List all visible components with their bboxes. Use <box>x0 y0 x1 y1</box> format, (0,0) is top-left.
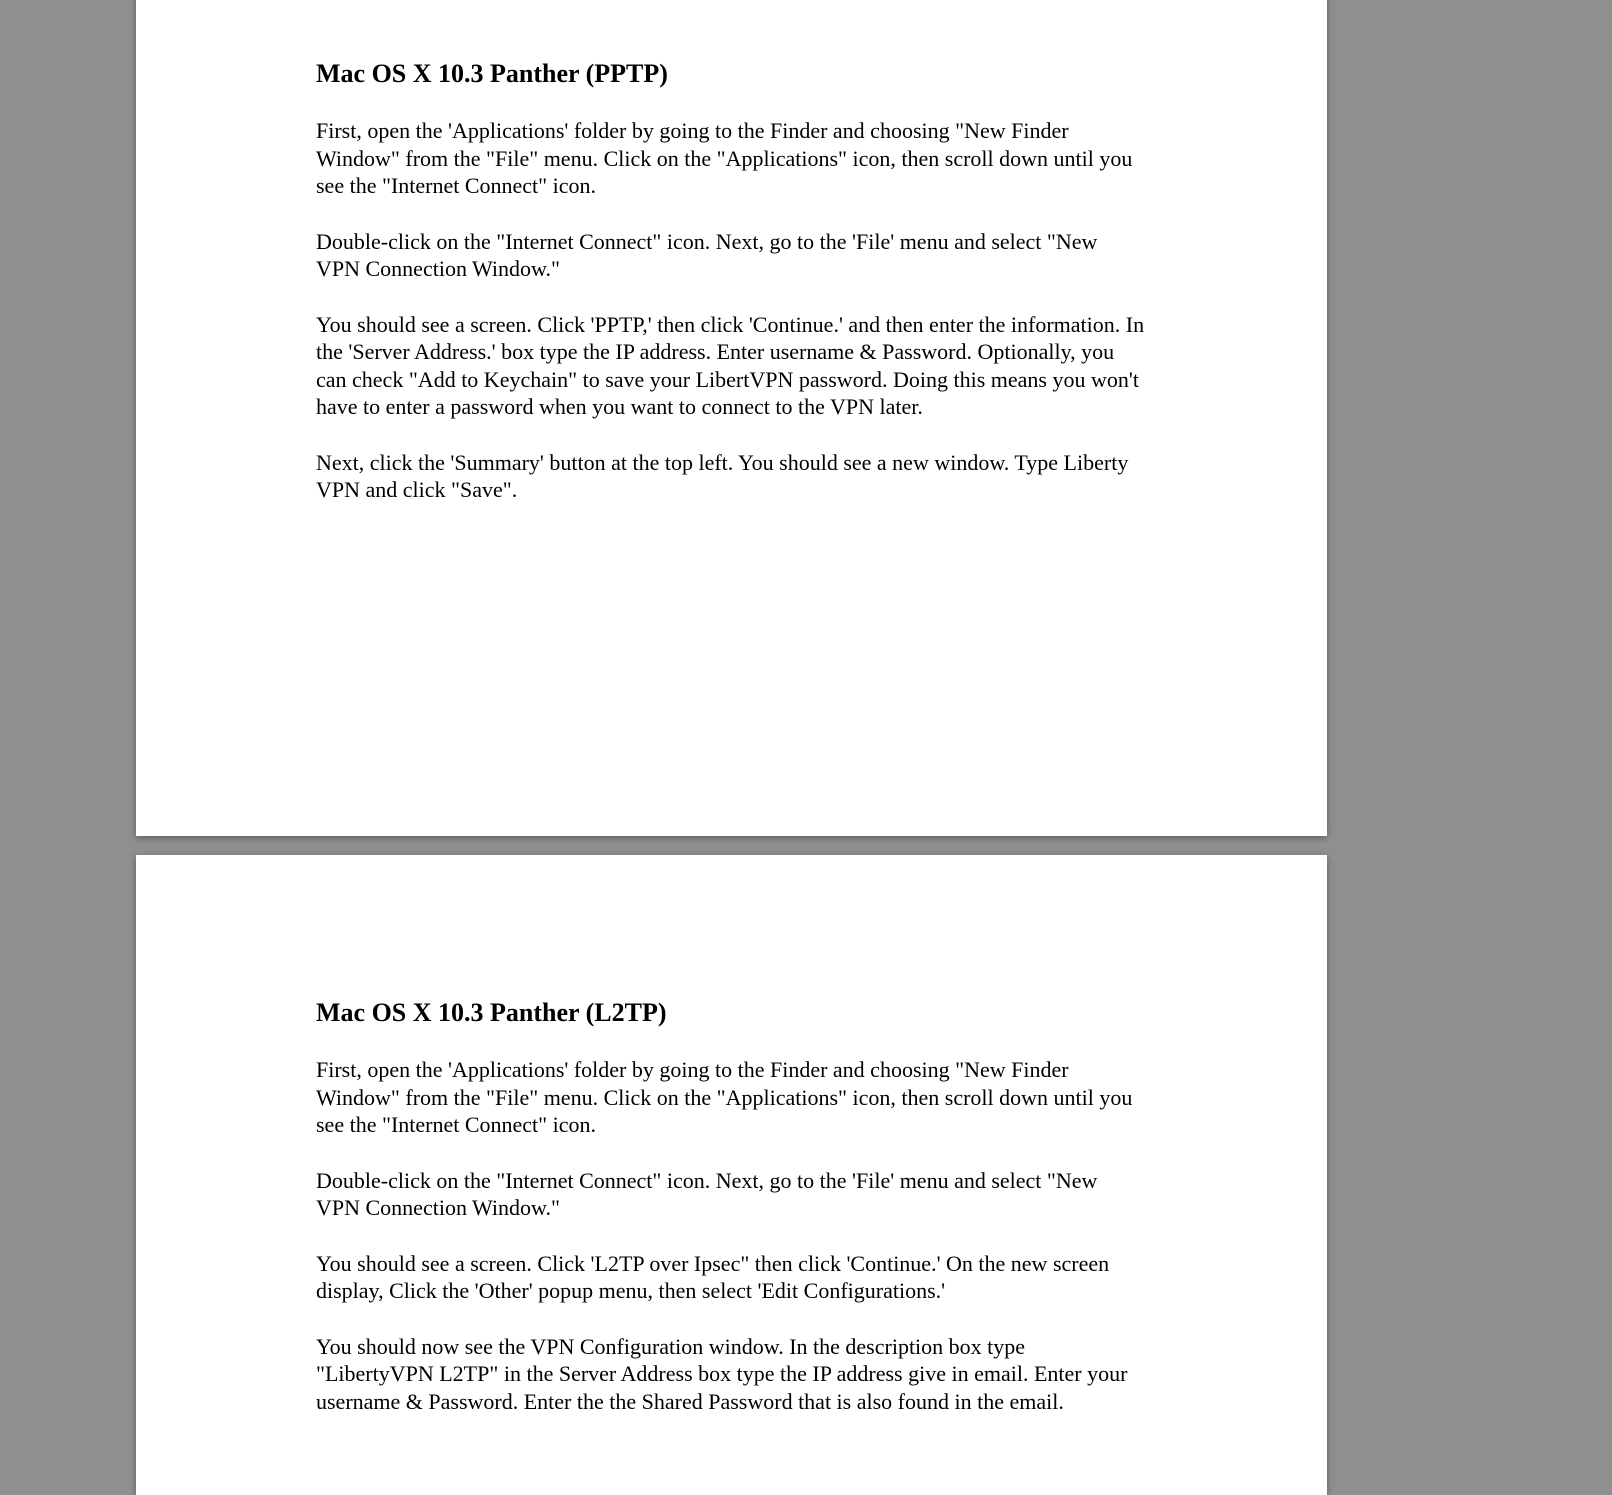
paragraph-pptp-2: Double-click on the "Internet Connect" icon. Next, go to the 'File' menu and select "New VPN Connection Window." <box>316 228 1098 282</box>
paragraph-pptp-1: First, open the 'Applications' folder by going to the Finder and choosing "New Finder Window" from the "File" menu. Click on the "Applications" icon, then scroll down until you see the "Internet Connect" icon. <box>316 118 1133 199</box>
paragraph-pptp-4: Next, click the 'Summary' button at the top left. You should see a new window. Type Liberty VPN and click "Save". <box>316 449 1129 503</box>
document-page-1 <box>136 0 1327 836</box>
paragraph-l2tp-4: You should now see the VPN Configuration window. In the description box type "LibertyVPN L2TP" in the Server Address box type the IP address give in email. Enter your username & Password. Enter the the Shared Password that is also found in the email. <box>316 1333 1128 1414</box>
paragraph-l2tp-3: You should see a screen. Click 'L2TP over Ipsec" then click 'Continue.' On the new screen display, Click the 'Other' popup menu, then select 'Edit Configurations.' <box>316 1250 1110 1304</box>
page-2-content <box>316 997 1146 1443</box>
section-heading-pptp: Mac OS X 10.3 Panther (PPTP) <box>316 59 668 88</box>
paragraph-pptp-3: You should see a screen. Click 'PPTP,' then click 'Continue.' and then enter the information. In the 'Server Address.' box type the IP address. Enter username & Password. Optionally, you can check "Add to Keychain" to save your LibertVPN password. Doing this means you won't have to enter a password when you want to connect to the VPN later. <box>316 311 1145 420</box>
paragraph-l2tp-1: First, open the 'Applications' folder by going to the Finder and choosing "New Finder Window" from the "File" menu. Click on the "Applications" icon, then scroll down until you see the "Internet Connect" icon. <box>316 1057 1133 1138</box>
section-heading-l2tp: Mac OS X 10.3 Panther (L2TP) <box>316 998 667 1027</box>
paragraph-l2tp-2: Double-click on the "Internet Connect" icon. Next, go to the 'File' menu and select "New VPN Connection Window." <box>316 1167 1098 1221</box>
document-page-2 <box>136 855 1327 1495</box>
page-1-content <box>316 58 1146 532</box>
